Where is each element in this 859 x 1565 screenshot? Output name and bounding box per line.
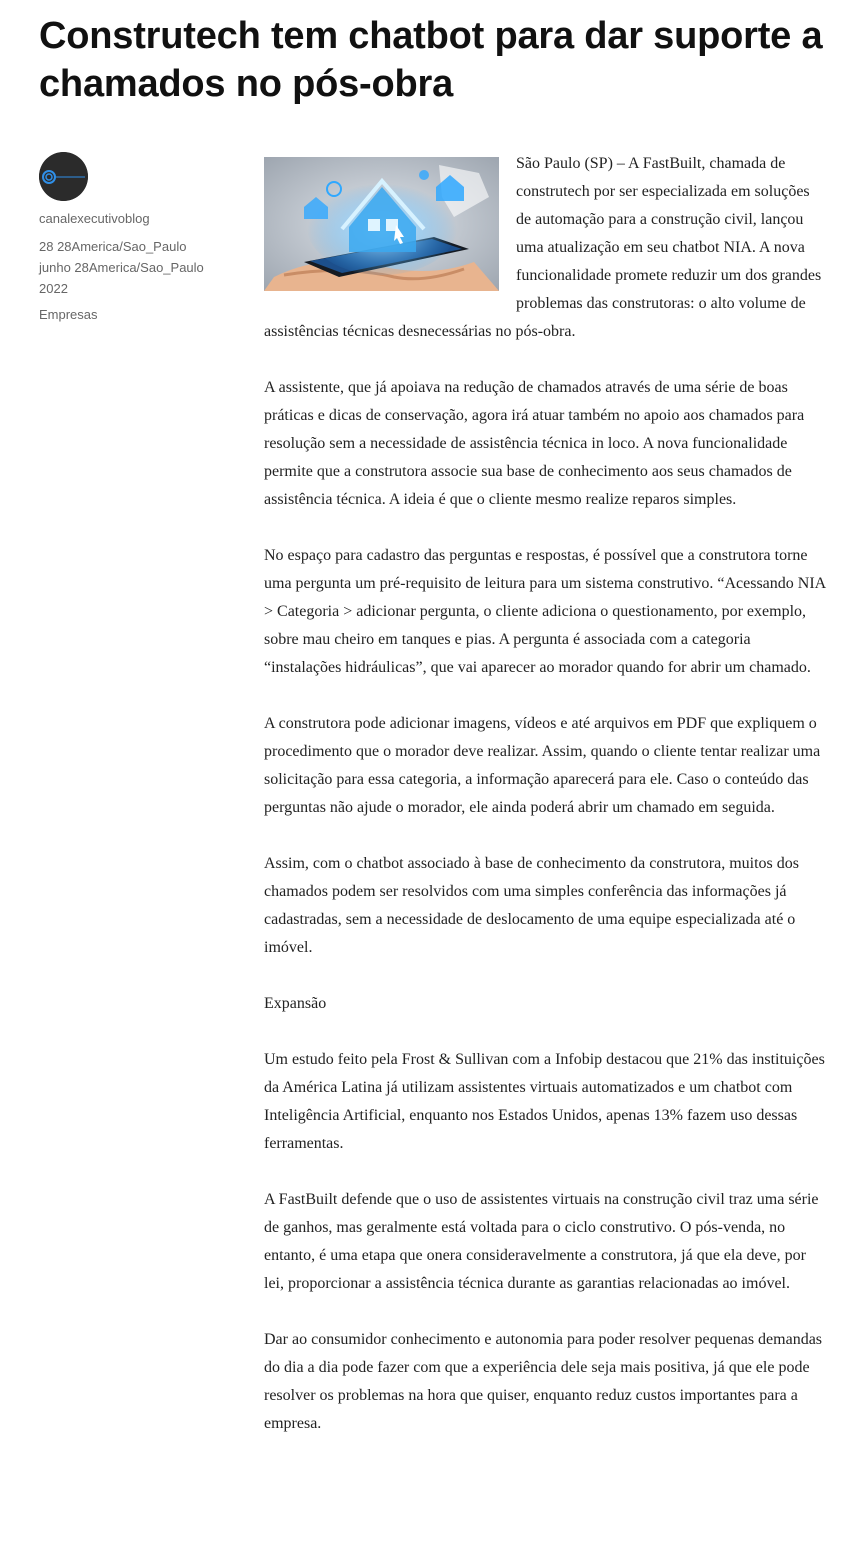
paragraph-8: A FastBuilt defende que o uso de assistentes virtuais na construção civil traz uma série de ganhos, mas geralmente está voltada para o ciclo construtivo. O pós-venda, no entanto, é uma etapa que onera consideravelmente a construtora, já que ela deve, por lei, proporcionar a assistência técnica durante as garantias relacionadas ao imóvel.: [264, 1191, 819, 1292]
category-link[interactable]: Empresas: [39, 307, 98, 322]
paragraph-3: No espaço para cadastro das perguntas e respostas, é possível que a construtora torne uma pergunta um pré-requisito de leitura para um sistema construtivo. “Acessando NIA > Categoria > adicionar pergunta, o cliente adiciona o questionamento, por exemplo, sobre mau cheiro em tanques e pias. A pergunta é associada com a categoria “instalações hidráulicas”, que vai aparecer ao morador quando for abrir um chamado.: [264, 547, 826, 676]
paragraph-9: Dar ao consumidor conhecimento e autonomia para poder resolver pequenas demandas do dia a dia pode fazer com que a experiência dele seja mais positiva, já que ele pode resolver os problemas na hora que quiser, enquanto reduz custos importantes para a empresa.: [264, 1331, 823, 1432]
article-title: Construtech tem chatbot para dar suporte a chamados no pós-obra: [39, 15, 823, 105]
paragraph-5: Assim, com o chatbot associado à base de conhecimento da construtora, muitos dos chamados podem ser resolvidos com uma simples conferência das informações já cadastradas, sem a necessidade de deslocamento de uma equipe especializada até o imóvel.: [264, 855, 799, 956]
post-date: 28 28America/Sao_Paulo junho 28America/Sao_Paulo 2022: [39, 239, 204, 296]
paragraph-2: A assistente, que já apoiava na redução de chamados através de uma série de boas práticas e dicas de conservação, agora irá atuar também no apoio aos chamados para resolução sem a necessidade de assistência técnica in loco. A nova funcionalidade permite que a construtora associe sua base de conhecimento aos seus chamados de assistência técnica. A ideia é que o cliente mesmo realize reparos simples.: [264, 379, 805, 508]
paragraph-4: A construtora pode adicionar imagens, vídeos e até arquivos em PDF que expliquem o procedimento que o morador deve realizar. Assim, quando o cliente tentar realizar uma solicitação para essa categoria, a informação aparecerá para ele. Caso o conteúdo das perguntas não ajude o morador, ele ainda poderá abrir um chamado em seguida.: [264, 715, 821, 816]
smart-home-phone-image: [264, 157, 499, 291]
post-meta: [39, 152, 229, 324]
paragraph-7: Um estudo feito pela Frost & Sullivan com a Infobip destacou que 21% das instituições da América Latina já utilizam assistentes virtuais automatizados e um chatbot com Inteligência Artificial, enquanto nos Estados Unidos, apenas 13% fazem uso dessas ferramentas.: [264, 1051, 825, 1152]
article-body: [264, 150, 828, 1438]
author-avatar[interactable]: [39, 152, 88, 201]
author-link[interactable]: canalexecutivoblog: [39, 211, 150, 226]
section-heading: Expansão: [264, 995, 327, 1012]
blog-logo-icon: [39, 152, 88, 201]
paragraph-1: São Paulo (SP) – A FastBuilt, chamada de construtech por ser especializada em soluções de automação para a construção civil, lançou uma atualização em seu chatbot NIA. A nova funcionalidade promete reduzir um dos grandes problemas das construtoras: o alto volume de assistências técnicas desnecessárias no pós-obra.: [264, 155, 822, 340]
